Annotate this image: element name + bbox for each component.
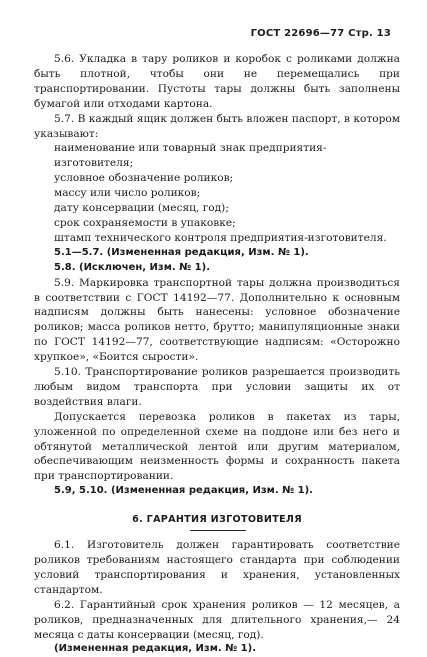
passport-list-item: условное обозначение роликов; xyxy=(54,172,234,185)
paragraph-6-2: 6.2. Гарантийный срок хранения роликов — 12 месяцев, а роликов, предназначенных для длительного хранения,— 24 месяца с даты консервации (месяц, год). xyxy=(34,598,400,641)
amendment-note-5-1-5-7: 5.1—5.7. (Измененная редакция, Изм. № 1). xyxy=(54,246,309,258)
paragraph-5-7: 5.7. В каждый ящик должен быть вложен паспорт, в котором указывают: xyxy=(34,112,400,140)
amendment-note-5-9-5-10: 5.9, 5.10. (Измененная редакция, Изм. № 1). xyxy=(54,485,313,497)
passport-list-item: дату консервации (месяц, год); xyxy=(54,202,229,215)
paragraph-transport-packages: Допускается перевозка роликов в пакетах из тары, уложенной по определенной схеме на поддоне или без него и обтянутой металлической лентой или другим материалом, обеспечивающим неизменность формы и сохранность пакета при транспортировании. xyxy=(34,410,400,483)
end-rule xyxy=(190,530,246,531)
paragraph-6-1: 6.1. Изготовитель должен гарантировать соответствие роликов требованиям настоящего стандарта при соблюдении условий транспортирования и хранения, установленных стандартом. xyxy=(34,539,400,596)
section-6-title: 6. ГАРАНТИЯ ИЗГОТОВИТЕЛЯ xyxy=(132,514,302,526)
passport-list-item: массу или число роликов; xyxy=(54,187,201,200)
paragraph-5-6: 5.6. Укладка в тару роликов и коробок с роликами должна быть плотной, чтобы они не перемещались при транспортировании. Пустоты тары должны быть заполнены бумагой или отходами картона. xyxy=(34,53,400,110)
passport-list-item: срок сохраняемости в упаковке; xyxy=(54,216,236,229)
passport-list-item: наименование или товарный знак предприятия-изготовителя; xyxy=(54,142,327,170)
passport-list xyxy=(34,141,400,245)
page-content xyxy=(34,52,400,657)
amendment-note-6: (Измененная редакция, Изм. № 1). xyxy=(54,643,257,655)
paragraph-5-9: 5.9. Маркировка транспортной тары должна производиться в соответствии с ГОСТ 14192—77. Дополнительно к основным надписям должны быть нанесены: условное обозначение роликов; масса роликов нетто, брутто; манипуляционные знаки по ГОСТ 14192—77, соответствующие надписям: «Осторожно хрупкое», «Боится сырости». xyxy=(34,276,400,364)
amendment-note-5-8: 5.8. (Исключен, Изм. № 1). xyxy=(54,261,211,273)
paragraph-5-10: 5.10. Транспортирование роликов разрешается производить любым видом транспорта при условии защиты их от воздействия влаги. xyxy=(34,366,400,408)
passport-list-item: штамп технического контроля предприятия-изготовителя. xyxy=(54,231,387,244)
page-header: ГОСТ 22696—77 Стр. 13 xyxy=(250,28,391,39)
